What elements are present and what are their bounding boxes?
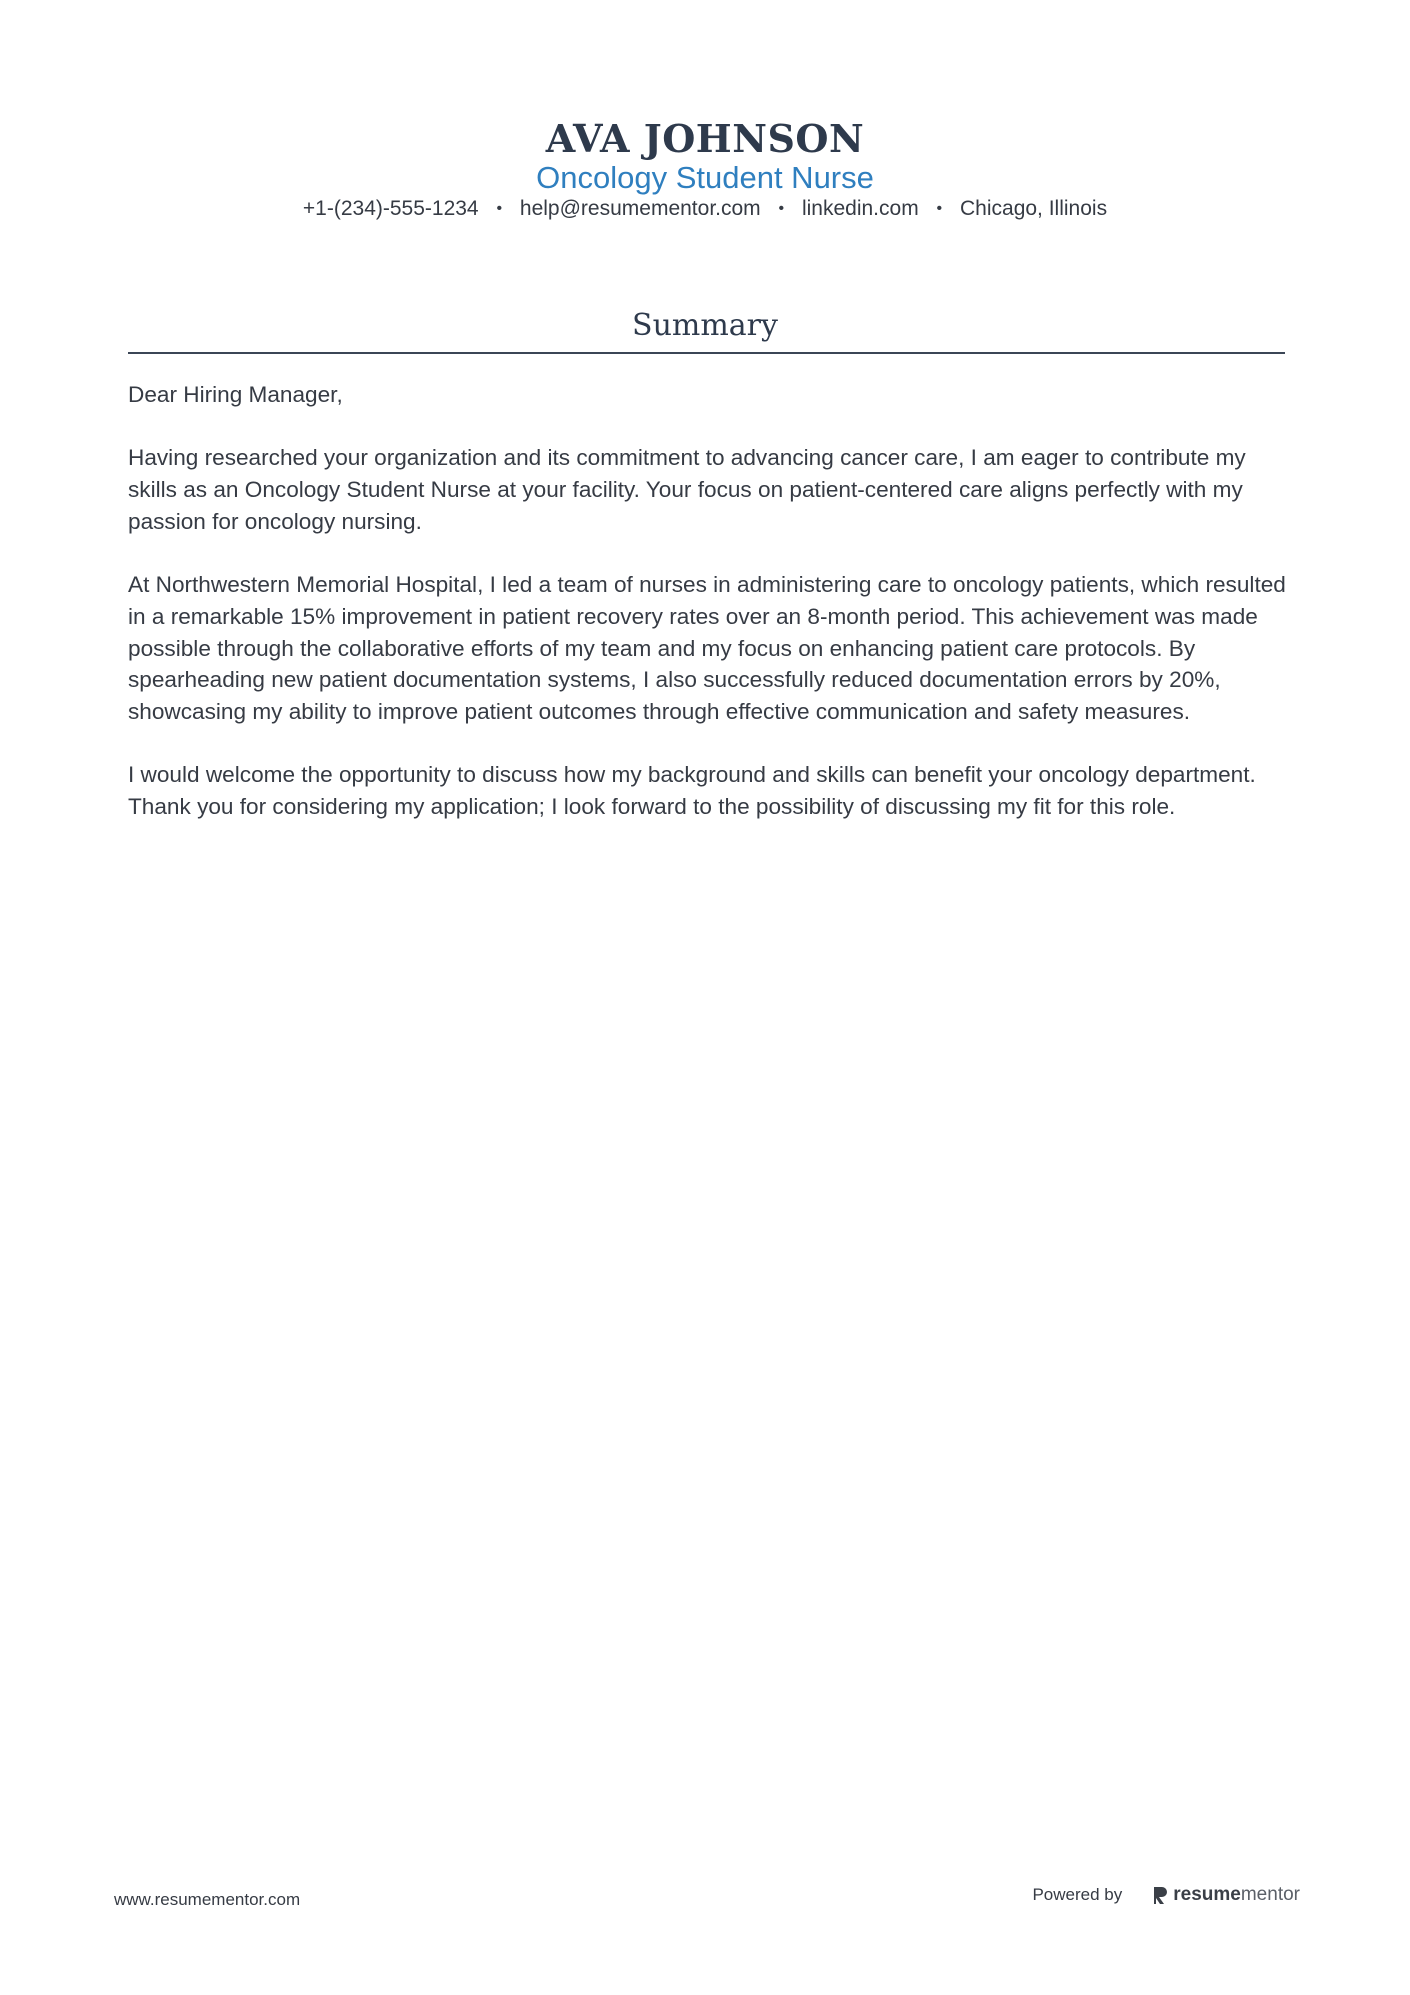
bullet-separator: • <box>936 200 943 217</box>
section-divider <box>128 352 1285 354</box>
letter-paragraph: I would welcome the opportunity to discuss how my background and skills can benefit your oncology department. Thank you for considering my application; I look forward to the possibility of discussing my fit for this role. <box>128 762 1256 820</box>
resumementor-logo-icon <box>1152 1885 1169 1905</box>
section-title-summary: Summary <box>632 308 778 343</box>
contact-phone: +1-(234)-555-1234 <box>302 197 479 220</box>
contact-line <box>0 194 1410 224</box>
brand-name-part2: mentor <box>1240 1884 1300 1905</box>
letter-paragraph: At Northwestern Memorial Hospital, I led a team of nurses in administering care to oncology patients, which resulted in a remarkable 15% improvement in patient recovery rates over an 8-month period. This achievement was made possible through the collaborative efforts of my team and my focus on enhancing patient care protocols. By spearheading new patient documentation systems, I also successfully reduced documentation errors by 20%, showcasing my ability to improve patient outcomes through effective communication and safety measures. <box>128 572 1286 724</box>
letter-body <box>128 379 1288 854</box>
brand-logo[interactable] <box>1152 1883 1300 1907</box>
footer-powered-by <box>1032 1883 1300 1907</box>
bullet-separator: • <box>496 200 503 217</box>
letter-salutation: Dear Hiring Manager, <box>128 382 343 407</box>
bullet-separator: • <box>778 200 785 217</box>
contact-email[interactable]: help@resumementor.com <box>519 197 761 220</box>
contact-linkedin[interactable]: linkedin.com <box>801 197 919 220</box>
letter-paragraph: Having researched your organization and its commitment to advancing cancer care, I am eager to contribute my skills as an Oncology Student Nurse at your facility. Your focus on patient-centered care aligns perfectly with my passion for oncology nursing. <box>128 445 1246 534</box>
candidate-role: Oncology Student Nurse <box>536 160 874 195</box>
candidate-name: AVA JOHNSON <box>545 116 865 161</box>
brand-name-part1: resume <box>1173 1884 1241 1905</box>
footer-website[interactable]: www.resumementor.com <box>114 1890 301 1909</box>
contact-location: Chicago, Illinois <box>960 197 1108 220</box>
powered-by-label: Powered by <box>1032 1885 1123 1904</box>
